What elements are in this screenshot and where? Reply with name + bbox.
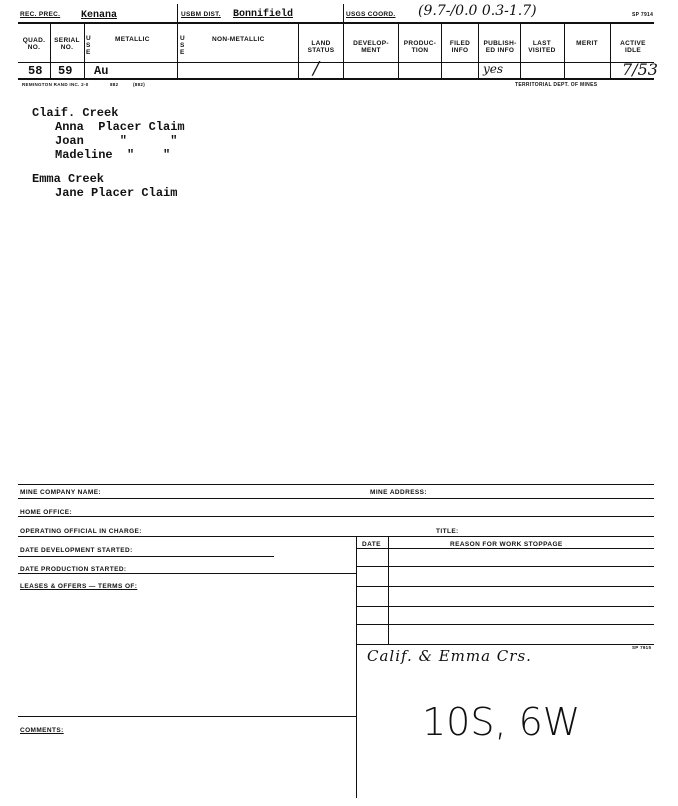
location-note: Calif. & Emma Crs. — [367, 647, 532, 665]
form-code-paren: (882) — [133, 82, 146, 87]
mine-company-label: MINE COMPANY NAME: — [20, 489, 101, 496]
creek-name: Claif. Creek — [32, 106, 119, 120]
record-metallic: Au — [94, 64, 109, 78]
creek-name: Emma Creek — [32, 172, 105, 186]
record-active-idle: 7/53 — [622, 60, 658, 79]
usgs-coord-label: USGS COORD. — [346, 11, 396, 18]
date-development-label: DATE DEVELOPMENT STARTED: — [20, 547, 133, 554]
claim-line: Madeline " " — [55, 148, 171, 162]
col-quad: QUAD. NO. — [22, 37, 46, 51]
col-development: DEVELOP-MENT — [353, 40, 389, 54]
col-metallic: METALLIC — [115, 36, 150, 43]
form-code: 882 — [110, 82, 119, 87]
col-serial: SERIAL NO. — [54, 37, 80, 51]
col-published-info: PUBLISH-ED INFO — [483, 40, 517, 54]
col-use-prefix-metallic: U S E — [86, 35, 91, 56]
col-merit: MERIT — [576, 40, 598, 47]
comments-label: COMMENTS: — [20, 727, 64, 734]
date-production-label: DATE PRODUCTION STARTED: — [20, 566, 127, 573]
department-imprint: TERRITORIAL DEPT. OF MINES — [515, 82, 598, 88]
title-label: TITLE: — [436, 528, 459, 535]
record-serial: 59 — [58, 64, 73, 78]
claim-line: Joan " " — [55, 134, 178, 148]
claim-line: Jane Placer Claim — [55, 186, 178, 200]
claim-line: Anna Placer Claim — [55, 120, 185, 134]
col-non-metallic: NON-METALLIC — [212, 36, 265, 43]
col-last-visited: LAST VISITED — [528, 40, 556, 54]
col-filed-info: FILED INFO — [449, 40, 471, 54]
col-production: PRODUC-TION — [403, 40, 437, 54]
col-use-prefix-nonmetallic: U S E — [180, 35, 185, 56]
record-quad: 58 — [28, 64, 43, 78]
township-note: 10S, 6W — [422, 700, 581, 744]
operating-official-label: OPERATING OFFICIAL IN CHARGE: — [20, 528, 142, 535]
col-active-idle: ACTIVE IDLE — [620, 40, 646, 54]
form-code-top: SP 7914 — [632, 12, 654, 18]
col-land-status: LAND STATUS — [307, 40, 335, 54]
record-published-info: yes — [483, 62, 504, 76]
rec-prec-value: Kenana — [81, 10, 118, 21]
home-office-label: HOME OFFICE: — [20, 509, 73, 516]
record-land-status: / — [313, 58, 320, 79]
reason-col-label: REASON FOR WORK STOPPAGE — [450, 541, 563, 548]
usbm-dist-value: Bonnifield — [233, 9, 294, 20]
date-col-label: DATE — [362, 541, 381, 548]
leases-label: LEASES & OFFERS — TERMS OF: — [20, 583, 138, 590]
usgs-coord-value: (9.7-/0.0 0.3-1.7) — [418, 3, 537, 19]
printer-imprint: REMINGTON RAND INC. 2-0 — [22, 82, 89, 87]
mine-address-label: MINE ADDRESS: — [370, 489, 427, 496]
form-code-bottom: SP 7915 — [632, 645, 652, 650]
rec-prec-label: REC. PREC. — [20, 11, 61, 18]
usbm-dist-label: USBM DIST. — [181, 11, 221, 18]
